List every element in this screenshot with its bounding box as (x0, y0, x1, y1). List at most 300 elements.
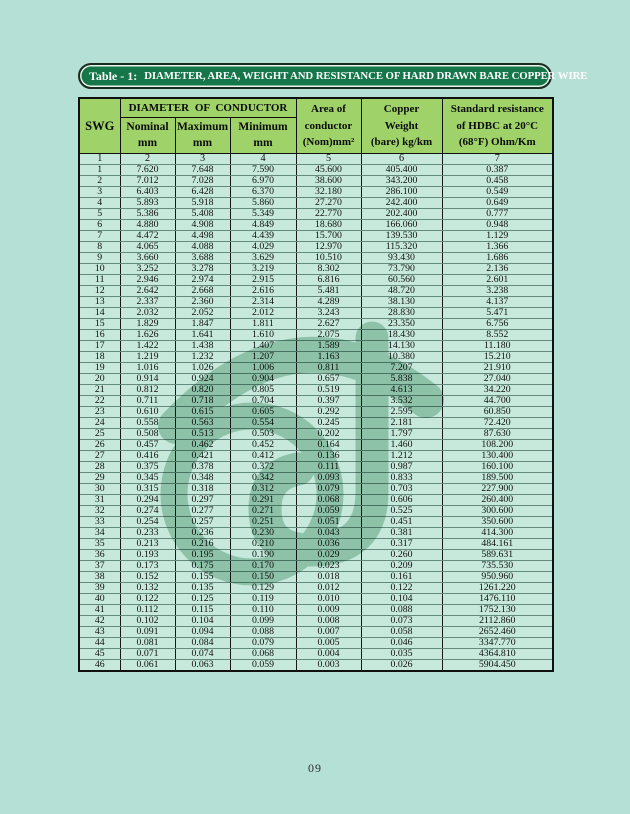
value-cell: 0.073 (361, 615, 442, 626)
value-cell: 3.660 (120, 252, 175, 263)
value-cell: 0.119 (230, 593, 296, 604)
value-cell: 0.170 (230, 560, 296, 571)
value-cell: 0.068 (230, 648, 296, 659)
value-cell: 405.400 (361, 164, 442, 175)
value-cell: 0.948 (442, 219, 553, 230)
table-row (79, 648, 553, 659)
swg-cell: 30 (79, 483, 120, 494)
swg-cell: 17 (79, 340, 120, 351)
value-cell: 0.519 (296, 384, 361, 395)
value-cell: 4.088 (175, 241, 230, 252)
table-row (79, 263, 553, 274)
value-cell: 0.125 (175, 593, 230, 604)
value-cell: 5.349 (230, 208, 296, 219)
value-cell: 0.704 (230, 395, 296, 406)
value-cell: 2.616 (230, 285, 296, 296)
value-cell: 28.830 (361, 307, 442, 318)
value-cell: 0.104 (361, 593, 442, 604)
value-cell: 8.302 (296, 263, 361, 274)
swg-cell: 40 (79, 593, 120, 604)
value-cell: 0.009 (296, 604, 361, 615)
value-cell: 1.129 (442, 230, 553, 241)
value-cell: 0.421 (175, 450, 230, 461)
col-header-resistance (442, 98, 553, 153)
value-cell: 589.631 (442, 549, 553, 560)
value-cell: 18.430 (361, 329, 442, 340)
swg-cell: 1 (79, 153, 120, 164)
value-cell: 0.104 (175, 615, 230, 626)
value-cell: 0.257 (175, 516, 230, 527)
table-row (79, 197, 553, 208)
value-cell: 0.610 (120, 406, 175, 417)
value-cell: 0.914 (120, 373, 175, 384)
value-cell: 0.091 (120, 626, 175, 637)
value-cell: 0.554 (230, 417, 296, 428)
table-row (79, 208, 553, 219)
value-cell: 8.552 (442, 329, 553, 340)
col-header-swg: SWG (79, 98, 120, 153)
value-cell: 6.370 (230, 186, 296, 197)
col-header-minimum: Minimum mm (230, 117, 296, 153)
value-cell: 0.094 (175, 626, 230, 637)
value-cell: 0.777 (442, 208, 553, 219)
value-cell: 0.711 (120, 395, 175, 406)
table-row (79, 516, 553, 527)
value-cell: 48.720 (361, 285, 442, 296)
value-cell: 0.312 (230, 483, 296, 494)
value-cell: 0.251 (230, 516, 296, 527)
swg-cell: 24 (79, 417, 120, 428)
value-cell: 1.847 (175, 318, 230, 329)
table-row (79, 362, 553, 373)
value-cell: 2.642 (120, 285, 175, 296)
value-cell: 0.110 (230, 604, 296, 615)
value-cell: 0.372 (230, 461, 296, 472)
value-cell: 2112.860 (442, 615, 553, 626)
value-cell: 1.811 (230, 318, 296, 329)
value-cell: 0.026 (361, 659, 442, 671)
swg-cell: 8 (79, 241, 120, 252)
swg-cell: 45 (79, 648, 120, 659)
swg-cell: 19 (79, 362, 120, 373)
value-cell: 0.317 (361, 538, 442, 549)
value-cell: 38.130 (361, 296, 442, 307)
value-cell: 87.630 (442, 428, 553, 439)
swg-cell: 13 (79, 296, 120, 307)
value-cell: 5 (296, 153, 361, 164)
value-cell: 108.200 (442, 439, 553, 450)
table-row (79, 186, 553, 197)
copper-header-line: Weight (384, 119, 419, 132)
value-cell: 0.132 (120, 582, 175, 593)
value-cell: 44.700 (442, 395, 553, 406)
value-cell: 4.498 (175, 230, 230, 241)
swg-cell: 25 (79, 428, 120, 439)
value-cell: 0.035 (361, 648, 442, 659)
swg-cell: 21 (79, 384, 120, 395)
value-cell: 5.893 (120, 197, 175, 208)
value-cell: 0.412 (230, 450, 296, 461)
value-cell: 300.600 (442, 505, 553, 516)
value-cell: 6.970 (230, 175, 296, 186)
swg-cell: 12 (79, 285, 120, 296)
value-cell: 0.135 (175, 582, 230, 593)
value-cell: 10.380 (361, 351, 442, 362)
value-cell: 6.816 (296, 274, 361, 285)
value-cell: 0.525 (361, 505, 442, 516)
value-cell: 0.216 (175, 538, 230, 549)
value-cell: 18.680 (296, 219, 361, 230)
value-cell: 0.152 (120, 571, 175, 582)
area-header-line: Area of (311, 103, 346, 116)
value-cell: 0.291 (230, 494, 296, 505)
value-cell: 6.428 (175, 186, 230, 197)
value-cell: 227.900 (442, 483, 553, 494)
value-cell: 0.164 (296, 439, 361, 450)
table-row (79, 274, 553, 285)
table-row (79, 472, 553, 483)
value-cell: 0.503 (230, 428, 296, 439)
swg-cell: 29 (79, 472, 120, 483)
value-cell: 5.481 (296, 285, 361, 296)
table-row (79, 604, 553, 615)
value-cell: 0.245 (296, 417, 361, 428)
value-cell: 0.236 (175, 527, 230, 538)
swg-cell: 37 (79, 560, 120, 571)
table-row (79, 241, 553, 252)
value-cell: 0.513 (175, 428, 230, 439)
value-cell: 1.686 (442, 252, 553, 263)
value-cell: 7.207 (361, 362, 442, 373)
table-title-bar (78, 63, 588, 89)
value-cell: 2.337 (120, 296, 175, 307)
value-cell: 0.294 (120, 494, 175, 505)
value-cell: 27.270 (296, 197, 361, 208)
value-cell: 2.314 (230, 296, 296, 307)
table-row (79, 637, 553, 648)
value-cell: 0.005 (296, 637, 361, 648)
value-cell: 735.530 (442, 560, 553, 571)
value-cell: 0.811 (296, 362, 361, 373)
value-cell: 5.408 (175, 208, 230, 219)
value-cell: 0.260 (361, 549, 442, 560)
value-cell: 11.180 (442, 340, 553, 351)
value-cell: 4.908 (175, 219, 230, 230)
value-cell: 0.088 (361, 604, 442, 615)
value-cell: 0.375 (120, 461, 175, 472)
value-cell: 260.400 (442, 494, 553, 505)
value-cell: 93.430 (361, 252, 442, 263)
value-cell: 7.012 (120, 175, 175, 186)
value-cell: 0.102 (120, 615, 175, 626)
table-row (79, 219, 553, 230)
table-row (79, 285, 553, 296)
value-cell: 72.420 (442, 417, 553, 428)
value-cell: 4.137 (442, 296, 553, 307)
swg-cell: 28 (79, 461, 120, 472)
value-cell: 0.820 (175, 384, 230, 395)
swg-cell: 11 (79, 274, 120, 285)
swg-cell: 15 (79, 318, 120, 329)
value-cell: 4.880 (120, 219, 175, 230)
column-number-row (79, 153, 553, 164)
table-row (79, 494, 553, 505)
table-row (79, 450, 553, 461)
value-cell: 0.084 (175, 637, 230, 648)
col-header-maximum: Maximum mm (175, 117, 230, 153)
table-row (79, 384, 553, 395)
value-cell: 2.946 (120, 274, 175, 285)
value-cell: 0.703 (361, 483, 442, 494)
table-row (79, 175, 553, 186)
table-row (79, 483, 553, 494)
value-cell: 0.274 (120, 505, 175, 516)
value-cell: 0.079 (296, 483, 361, 494)
value-cell: 12.970 (296, 241, 361, 252)
value-cell: 0.451 (361, 516, 442, 527)
value-cell: 1.641 (175, 329, 230, 340)
value-cell: 0.036 (296, 538, 361, 549)
value-cell: 242.400 (361, 197, 442, 208)
value-cell: 0.122 (361, 582, 442, 593)
value-cell: 2.012 (230, 307, 296, 318)
swg-cell: 27 (79, 450, 120, 461)
value-cell: 115.320 (361, 241, 442, 252)
col-header-diameter-group: DIAMETER OF CONDUCTOR (120, 98, 296, 117)
value-cell: 5.860 (230, 197, 296, 208)
value-cell: 3 (175, 153, 230, 164)
value-cell: 3347.770 (442, 637, 553, 648)
value-cell: 0.387 (442, 164, 553, 175)
value-cell: 0.924 (175, 373, 230, 384)
value-cell: 45.600 (296, 164, 361, 175)
value-cell: 286.100 (361, 186, 442, 197)
swg-cell: 6 (79, 219, 120, 230)
table-row (79, 230, 553, 241)
value-cell: 0.233 (120, 527, 175, 538)
value-cell: 32.180 (296, 186, 361, 197)
value-cell: 0.063 (175, 659, 230, 671)
value-cell: 22.770 (296, 208, 361, 219)
value-cell: 0.348 (175, 472, 230, 483)
value-cell: 2.075 (296, 329, 361, 340)
value-cell: 7.028 (175, 175, 230, 186)
value-cell: 38.600 (296, 175, 361, 186)
value-cell: 0.345 (120, 472, 175, 483)
value-cell: 0.297 (175, 494, 230, 505)
value-cell: 350.600 (442, 516, 553, 527)
value-cell: 0.606 (361, 494, 442, 505)
value-cell: 1.610 (230, 329, 296, 340)
value-cell: 23.350 (361, 318, 442, 329)
value-cell: 0.318 (175, 483, 230, 494)
value-cell: 3.532 (361, 395, 442, 406)
value-cell: 1.797 (361, 428, 442, 439)
value-cell: 1.016 (120, 362, 175, 373)
value-cell: 0.805 (230, 384, 296, 395)
value-cell: 0.175 (175, 560, 230, 571)
value-cell: 1.232 (175, 351, 230, 362)
swg-cell: 46 (79, 659, 120, 671)
resistance-header-line: of HDBC at 20°C (456, 119, 539, 132)
value-cell: 4.849 (230, 219, 296, 230)
value-cell: 5.471 (442, 307, 553, 318)
value-cell: 0.079 (230, 637, 296, 648)
swg-cell: 33 (79, 516, 120, 527)
value-cell: 15.210 (442, 351, 553, 362)
value-cell: 3.629 (230, 252, 296, 263)
value-cell: 3.243 (296, 307, 361, 318)
value-cell: 14.130 (361, 340, 442, 351)
value-cell: 0.081 (120, 637, 175, 648)
table-row (79, 318, 553, 329)
value-cell: 0.112 (120, 604, 175, 615)
swg-cell: 26 (79, 439, 120, 450)
value-cell: 0.007 (296, 626, 361, 637)
swg-cell: 18 (79, 351, 120, 362)
value-cell: 27.040 (442, 373, 553, 384)
value-cell: 4.029 (230, 241, 296, 252)
value-cell: 189.500 (442, 472, 553, 483)
value-cell: 0.558 (120, 417, 175, 428)
swg-cell: 32 (79, 505, 120, 516)
table-row (79, 428, 553, 439)
table-title-text: DIAMETER, AREA, WEIGHT AND RESISTANCE OF HARD DRAWN BARE COPPER WIRE (144, 70, 588, 82)
value-cell: 2.974 (175, 274, 230, 285)
value-cell: 0.115 (175, 604, 230, 615)
value-cell: 0.416 (120, 450, 175, 461)
value-cell: 73.790 (361, 263, 442, 274)
value-cell: 0.150 (230, 571, 296, 582)
value-cell: 2.052 (175, 307, 230, 318)
wire-spec-table (78, 97, 554, 672)
value-cell: 1.212 (361, 450, 442, 461)
value-cell: 1.207 (230, 351, 296, 362)
value-cell: 950.960 (442, 571, 553, 582)
value-cell: 0.649 (442, 197, 553, 208)
value-cell: 4.613 (361, 384, 442, 395)
value-cell: 0.111 (296, 461, 361, 472)
swg-cell: 3 (79, 186, 120, 197)
value-cell: 60.850 (442, 406, 553, 417)
value-cell: 343.200 (361, 175, 442, 186)
copper-header-line: (bare) kg/km (370, 136, 433, 149)
value-cell: 202.400 (361, 208, 442, 219)
value-cell: 6.756 (442, 318, 553, 329)
value-cell: 6.403 (120, 186, 175, 197)
value-cell: 0.277 (175, 505, 230, 516)
value-cell: 130.400 (442, 450, 553, 461)
value-cell: 1.219 (120, 351, 175, 362)
value-cell: 0.458 (442, 175, 553, 186)
table-row (79, 439, 553, 450)
value-cell: 0.058 (361, 626, 442, 637)
value-cell: 4.289 (296, 296, 361, 307)
value-cell: 2.601 (442, 274, 553, 285)
swg-cell: 4 (79, 197, 120, 208)
value-cell: 1752.130 (442, 604, 553, 615)
value-cell: 0.059 (230, 659, 296, 671)
table-row (79, 406, 553, 417)
value-cell: 2652.460 (442, 626, 553, 637)
value-cell: 0.209 (361, 560, 442, 571)
value-cell: 3.238 (442, 285, 553, 296)
swg-cell: 42 (79, 615, 120, 626)
value-cell: 1.438 (175, 340, 230, 351)
table-row (79, 527, 553, 538)
value-cell: 10.510 (296, 252, 361, 263)
table-row (79, 659, 553, 671)
table-row (79, 549, 553, 560)
value-cell: 0.452 (230, 439, 296, 450)
value-cell: 160.100 (442, 461, 553, 472)
value-cell: 0.136 (296, 450, 361, 461)
value-cell: 414.300 (442, 527, 553, 538)
table-body (79, 153, 553, 671)
value-cell: 0.195 (175, 549, 230, 560)
value-cell: 0.718 (175, 395, 230, 406)
value-cell: 0.190 (230, 549, 296, 560)
value-cell: 4.439 (230, 230, 296, 241)
table-row (79, 417, 553, 428)
value-cell: 2.136 (442, 263, 553, 274)
col-header-copper-weight (361, 98, 442, 153)
table-row (79, 461, 553, 472)
value-cell: 0.093 (296, 472, 361, 483)
table-row (79, 340, 553, 351)
value-cell: 0.129 (230, 582, 296, 593)
swg-cell: 34 (79, 527, 120, 538)
swg-cell: 1 (79, 164, 120, 175)
value-cell: 0.004 (296, 648, 361, 659)
value-cell: 4.472 (120, 230, 175, 241)
resistance-header-line: (68°F) Ohm/Km (458, 136, 536, 149)
value-cell: 0.029 (296, 549, 361, 560)
area-header-line: (Nom)mm² (302, 136, 355, 149)
area-header-line: conductor (304, 119, 353, 132)
value-cell: 0.210 (230, 538, 296, 549)
value-cell: 0.508 (120, 428, 175, 439)
value-cell: 3.252 (120, 263, 175, 274)
swg-cell: 41 (79, 604, 120, 615)
value-cell: 1.006 (230, 362, 296, 373)
value-cell: 7 (442, 153, 553, 164)
swg-cell: 38 (79, 571, 120, 582)
value-cell: 2.181 (361, 417, 442, 428)
swg-cell: 14 (79, 307, 120, 318)
swg-cell: 35 (79, 538, 120, 549)
value-cell: 2.360 (175, 296, 230, 307)
value-cell: 0.088 (230, 626, 296, 637)
value-cell: 0.068 (296, 494, 361, 505)
value-cell: 0.615 (175, 406, 230, 417)
value-cell: 2.668 (175, 285, 230, 296)
value-cell: 60.560 (361, 274, 442, 285)
value-cell: 0.173 (120, 560, 175, 571)
table-row (79, 505, 553, 516)
table-row (79, 395, 553, 406)
swg-cell: 23 (79, 406, 120, 417)
value-cell: 2.627 (296, 318, 361, 329)
swg-cell: 5 (79, 208, 120, 219)
value-cell: 0.833 (361, 472, 442, 483)
value-cell: 0.378 (175, 461, 230, 472)
value-cell: 5.838 (361, 373, 442, 384)
value-cell: 5904.450 (442, 659, 553, 671)
value-cell: 1.589 (296, 340, 361, 351)
value-cell: 1.026 (175, 362, 230, 373)
value-cell: 2.595 (361, 406, 442, 417)
